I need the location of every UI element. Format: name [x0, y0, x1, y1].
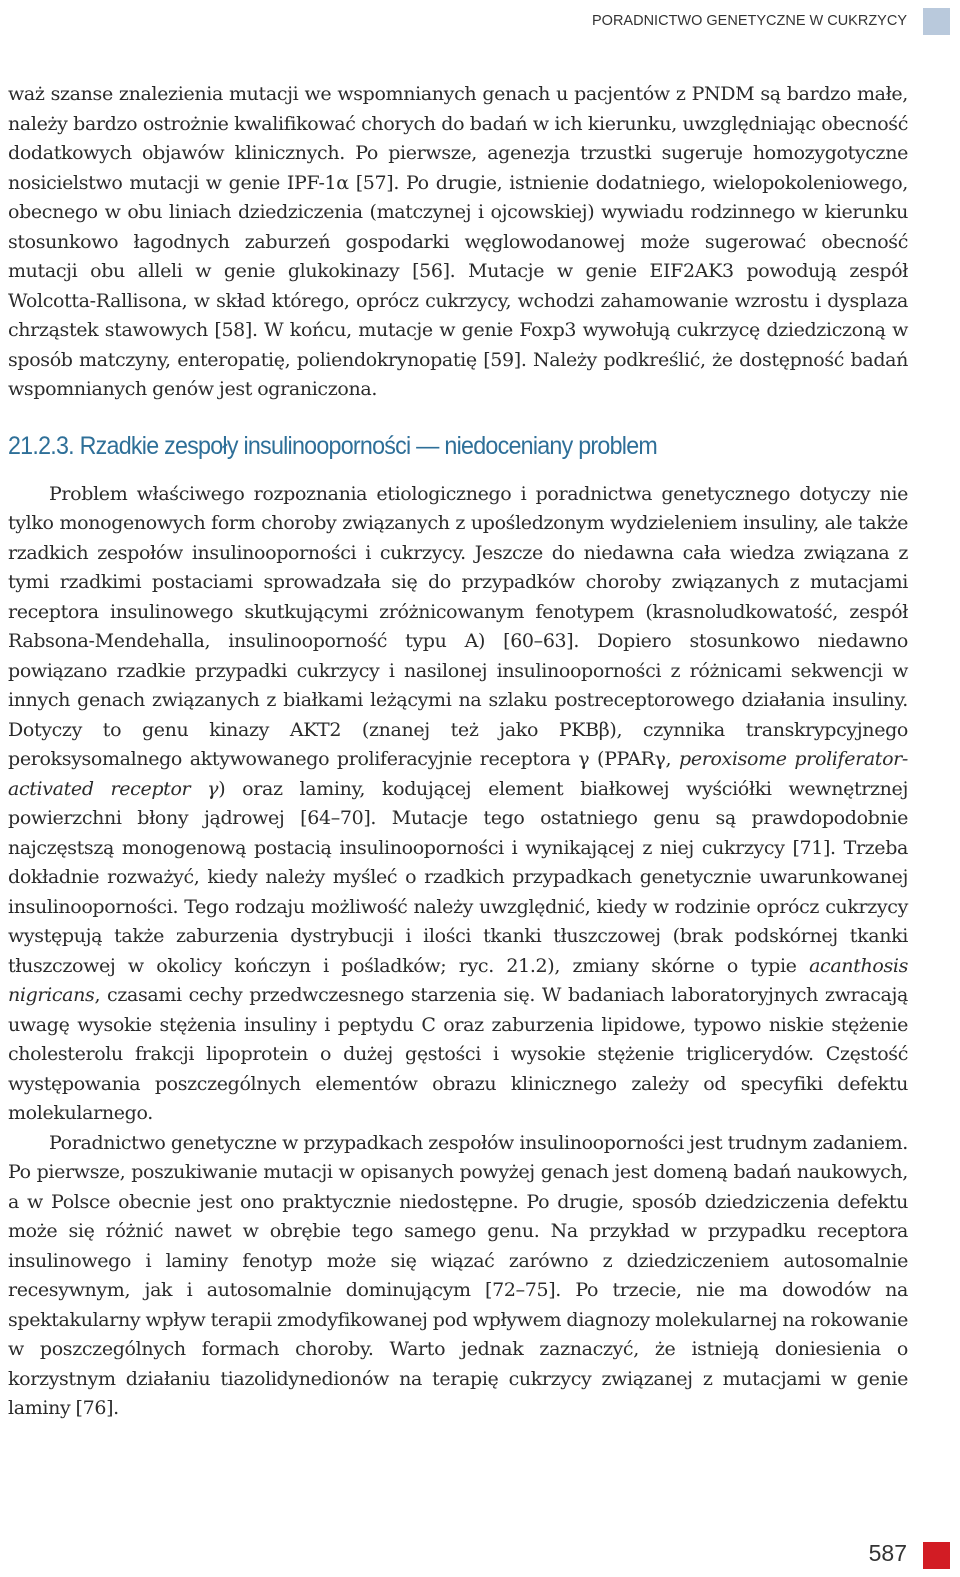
body-paragraph: [8, 480, 908, 1129]
running-header: PORADNICTWO GENETYCZNE W CUKRZYCY: [592, 13, 907, 29]
italic-term: acanthosis nigricans: [8, 954, 908, 1006]
body-paragraph: waż szanse znalezienia mutacji we wspomnianych genach u pacjentów z PNDM są bardzo małe, należy bardzo ostrożnie kwalifikować chorych do badań w ich kierunku, uwzględniając obecność dodatkowych objawów klinicznych. Po pierwsze, agenezja trzustki sugeruje homozygotyczne nosicielstwo mutacji w genie IPF-1α [57]. Po drugie, istnienie dodatniego, wielopokoleniowego, obecnego w obu liniach dziedziczenia (matczynej i ojcowskiej) wywiadu rodzinnego w kierunku stosunkowo łagodnych zaburzeń gospodarki węglowodanowej może sugerować obecność mutacji obu alleli w genie glukokinazy [56]. Mutacje w genie EIF2AK3 powodują zespół Wolcotta-Rallisona, w skład którego, oprócz cukrzycy, wchodzi zahamowanie wzrostu i dysplaza chrząstek stawowych [58]. W końcu, mutacje w genie Foxp3 wywołują cukrzycę dziedziczoną w sposób matczyny, enteropatię, poliendokrynopatię [59]. Należy podkreślić, że dostępność badań wspomnianych genów jest ograniczona.: [8, 83, 908, 400]
footer-color-block: [923, 1542, 950, 1569]
body-paragraph: Poradnictwo genetyczne w przypadkach zespołów insulinooporności jest trudnym zadaniem. Po pierwsze, poszukiwanie mutacji w opisanych powyżej genach jest domeną badań naukowych, a w Polsce obecnie jest ono praktycznie niedostępne. Po drugie, sposób dziedziczenia defektu może się różnić nawet w obrębie tego samego genu. Na przykład w przypadku receptora insulinowego i laminy fenotyp może się wiązać zarówno z dziedziczeniem autosomalnie recesywnym, jak i autosomalnie dominującym [72–75]. Po trzecie, nie ma dowodów na spektakularny wpływ terapii zmodyfikowanej pod wpływem diagnozy molekularnej na rokowanie w poszczególnych formach choroby. Warto jednak zaznaczyć, że istnieją doniesienia o korzystnym działaniu tiazolidynedionów na terapię cukrzycy związanej z mutacjami w genie laminy [76].: [8, 1131, 908, 1419]
paragraph-text: Problem właściwego rozpoznania etiologicznego i poradnictwa genetycznego dotyczy nie tylko monogenowych form choroby związanych z upośledzonym wydzieleniem insuliny, ale także rzadkich zespołów insulinooporności i cukrzycy. Jeszcze do niedawna cała wiedza związana z tymi rzadkimi postaciami sprowadzała się do przypadków choroby związanych z mutacjami receptora insulinowego skutkującymi zróżnicowanym fenotypem (krasnoludkowatość, zespół Rabsona-Mendehalla, insulinooporność typu A) [60–63]. Dopiero stosunkowo niedawno powiązano rzadkie przypadki cukrzycy i nasilonej insulinooporności z różnicami sekwencji w innych genach związanych z białkami leżącymi na szlaku postreceptorowego działania insuliny. Dotyczy to genu kinazy AKT2 (znanej też jako PKBβ), czynnika transkrypcyjnego peroksysomalnego aktywowanego proliferacyjnie receptora γ (PPARγ,: [8, 482, 908, 770]
paragraph-text: , czasami cechy przedwczesnego starzenia się. W badaniach laboratoryjnych zwracają uwagę wysokie stężenia insuliny i peptydu C oraz zaburzenia lipidowe, typowo niskie stężenie cholesterolu frakcji lipoprotein o dużej gęstości i wysokie stężenie triglicerydów. Częstość występowania poszczególnych elementów obrazu klinicznego zależy od specyfiki defektu molekularnego.: [8, 984, 908, 1124]
page-body: [8, 80, 908, 1424]
section-heading: 21.2.3. Rzadkie zespoły insulinooporności — niedoceniany problem: [8, 431, 658, 460]
page-number: 587: [868, 1540, 907, 1566]
paragraph-text: ) oraz laminy, kodującej element białkowej wyściółki wewnętrznej powierzchni błony jądrowej [64–70]. Mutacje tego ostatniego genu są prawdopodobnie najczęstszą monogenową postacią insulinooporności i wynikającej z niej cukrzycy [71]. Trzeba dokładnie rozważyć, kiedy należy myśleć o rzadkich przypadkach genetycznie uwarunkowanej insulinooporności. Tego rodzaju możliwość należy uwzględnić, kiedy w rodzinie oprócz cukrzycy występują także zaburzenia dystrybucji i ilości tkanki tłuszczowej (brak podskórnej tkanki tłuszczowej w okolicy kończyn i pośladków; ryc. 21.2), zmiany skórne o typie: [8, 777, 908, 977]
header-color-block: [923, 8, 950, 35]
italic-term: peroxisome proliferator-activated receptor γ: [8, 748, 908, 800]
